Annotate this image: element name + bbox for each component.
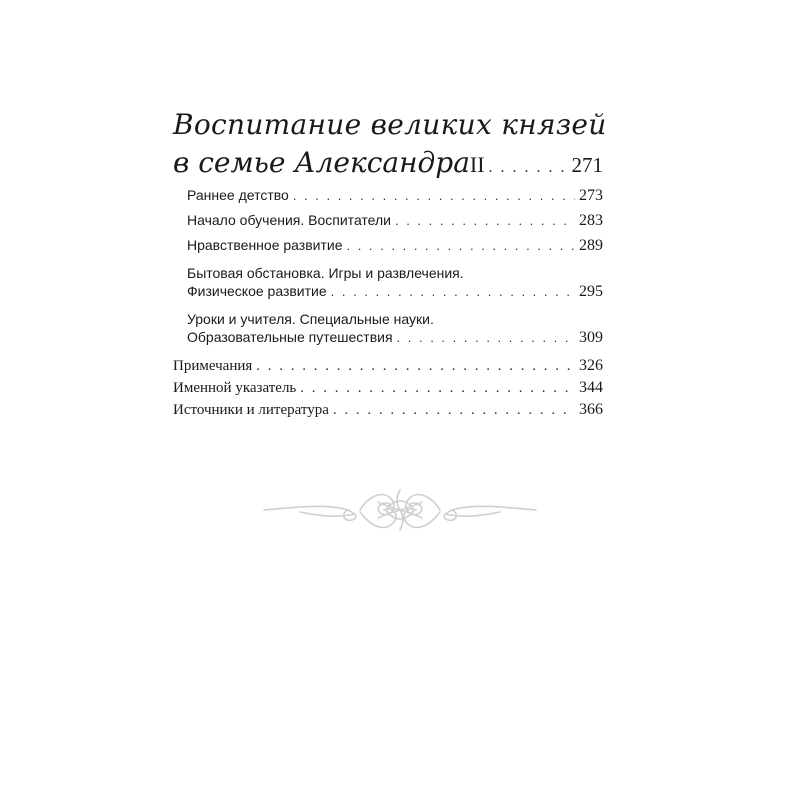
decorative-flourish-icon bbox=[260, 478, 540, 542]
toc-entry[interactable] bbox=[187, 236, 603, 255]
leader-dots bbox=[333, 400, 575, 421]
toc-entry[interactable] bbox=[187, 186, 603, 205]
toc-entry-label: Именной указатель bbox=[173, 380, 297, 396]
leader-dots bbox=[300, 378, 575, 399]
toc-entry-page: 295 bbox=[579, 283, 603, 300]
toc-entry[interactable] bbox=[187, 264, 603, 301]
toc-entry-label: Примечания bbox=[173, 358, 253, 374]
toc-entry-label-line-1: Уроки и учителя. Специальные науки. bbox=[187, 311, 434, 327]
toc-entry-page: 283 bbox=[579, 212, 603, 229]
toc-entry-page: 309 bbox=[579, 329, 603, 346]
toc-entry-label: Источники и литература bbox=[173, 402, 329, 418]
toc-entry-label-line-1: Бытовая обстановка. Игры и развлечения. bbox=[187, 265, 464, 281]
leader-dots bbox=[293, 187, 575, 205]
toc-entry-label: Физическое развитие bbox=[187, 283, 327, 299]
toc-entry-page: 344 bbox=[579, 379, 603, 396]
chapter-title-roman-numeral: II bbox=[469, 152, 485, 177]
back-matter-list bbox=[173, 355, 603, 421]
chapter-title-italic: в семье Александра bbox=[173, 146, 470, 179]
toc-entry-label: Нравственное развитие bbox=[187, 237, 343, 253]
toc-entry-page: 273 bbox=[579, 187, 603, 204]
leader-dots bbox=[256, 356, 575, 377]
toc-entry-page: 366 bbox=[579, 401, 603, 418]
leader-dots bbox=[331, 283, 575, 301]
leader-dots bbox=[346, 237, 575, 255]
toc-entry-page: 289 bbox=[579, 237, 603, 254]
toc-entry-label: Образовательные путешествия bbox=[187, 329, 393, 345]
toc-entry-label: Раннее детство bbox=[187, 187, 289, 203]
toc-entry[interactable] bbox=[173, 355, 603, 377]
toc-entry-label: Начало обучения. Воспитатели bbox=[187, 212, 391, 228]
leader-dots bbox=[489, 159, 568, 177]
toc-chapter-section bbox=[173, 108, 607, 347]
toc-entry[interactable] bbox=[173, 377, 603, 399]
toc-entry[interactable] bbox=[187, 211, 603, 230]
leader-dots bbox=[397, 329, 575, 347]
leader-dots bbox=[395, 212, 575, 230]
toc-entry[interactable] bbox=[187, 310, 603, 347]
toc-entry[interactable] bbox=[173, 399, 603, 421]
toc-entry-page: 326 bbox=[579, 357, 603, 374]
chapter-title-line-1: Воспитание великих князей bbox=[173, 108, 607, 141]
chapter-title-line-2 bbox=[173, 146, 603, 180]
chapter-page-number: 271 bbox=[571, 153, 603, 177]
subsection-list bbox=[187, 186, 603, 347]
